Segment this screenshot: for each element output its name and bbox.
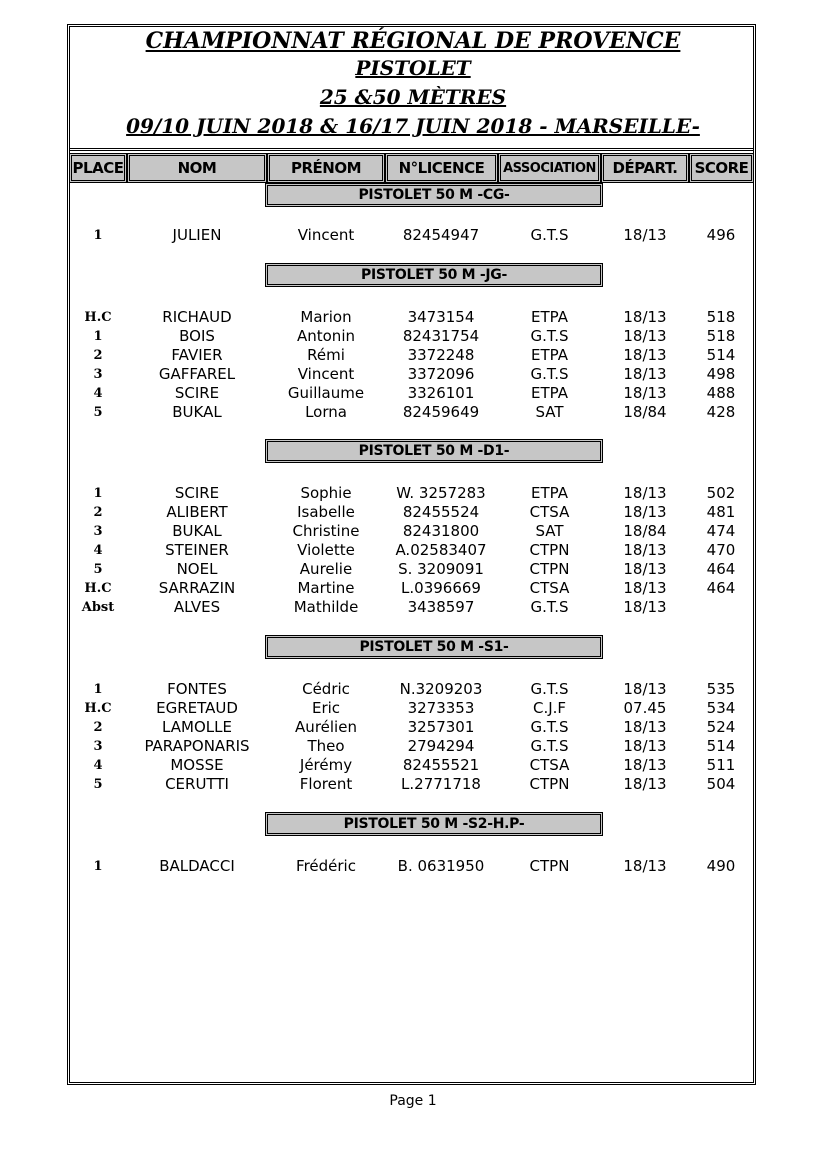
cell-score: 514: [706, 737, 736, 755]
cell-nom: NOEL: [176, 560, 218, 578]
cell-association: G.T.S: [530, 226, 569, 244]
cell-nom: FAVIER: [171, 346, 223, 364]
cell-licence: L.2771718: [401, 775, 481, 793]
cell-score: 496: [706, 226, 736, 244]
cell-nom: CERUTTI: [165, 775, 229, 793]
cell-prenom: Mathilde: [293, 598, 359, 616]
cell-licence: 3326101: [407, 384, 475, 402]
cell-nom: PARAPONARIS: [144, 737, 250, 755]
cell-score: 518: [706, 308, 736, 326]
cell-place: Abst: [81, 600, 115, 615]
cell-place: H.C: [84, 581, 112, 596]
cell-depart: 18/13: [623, 346, 667, 364]
table-row: [0, 541, 826, 560]
cell-nom: FONTES: [167, 680, 227, 698]
distance-title: 25 &50 MÈTRES: [319, 85, 507, 109]
cell-score: 518: [706, 327, 736, 345]
cell-prenom: Florent: [299, 775, 353, 793]
cell-score: 470: [706, 541, 736, 559]
cell-nom: BOIS: [179, 327, 215, 345]
cell-depart: 18/13: [623, 598, 667, 616]
cell-licence: 3473154: [407, 308, 475, 326]
cell-score: 498: [706, 365, 736, 383]
cell-licence: 3438597: [407, 598, 475, 616]
cell-association: SAT: [535, 522, 564, 540]
cell-nom: EGRETAUD: [156, 699, 238, 717]
cell-prenom: Cédric: [302, 680, 350, 698]
cell-place: 1: [93, 682, 103, 697]
cell-nom: BUKAL: [172, 403, 222, 421]
cell-depart: 18/13: [623, 226, 667, 244]
cell-licence: B. 0631950: [397, 857, 485, 875]
cell-association: CTSA: [529, 579, 570, 597]
cell-depart: 18/84: [623, 403, 667, 421]
cell-prenom: Vincent: [297, 365, 355, 383]
cell-place: 3: [93, 524, 103, 539]
table-row: [0, 403, 826, 422]
cell-place: 1: [93, 329, 103, 344]
cell-association: G.T.S: [530, 718, 569, 736]
cell-licence: 82459649: [402, 403, 480, 421]
cell-nom: ALIBERT: [166, 503, 228, 521]
cell-place: 4: [93, 386, 103, 401]
cell-licence: 3257301: [407, 718, 475, 736]
cell-place: 2: [93, 720, 103, 735]
cell-score: 502: [706, 484, 736, 502]
cell-depart: 18/13: [623, 718, 667, 736]
cell-depart: 18/13: [623, 680, 667, 698]
cell-nom: GAFFAREL: [158, 365, 236, 383]
cell-prenom: Frédéric: [296, 857, 356, 875]
cell-prenom: Aurelie: [299, 560, 353, 578]
cell-association: C.J.F: [532, 699, 567, 717]
cell-licence: 82431800: [402, 522, 480, 540]
cell-prenom: Antonin: [296, 327, 355, 345]
cell-depart: 07.45: [623, 699, 667, 717]
cell-score: 490: [706, 857, 736, 875]
cell-depart: 18/13: [623, 560, 667, 578]
cell-place: 1: [93, 228, 103, 243]
cell-place: H.C: [84, 310, 112, 325]
cell-score: 474: [706, 522, 736, 540]
cell-nom: ALVES: [173, 598, 221, 616]
cell-prenom: Jérémy: [299, 756, 353, 774]
cell-licence: 82454947: [402, 226, 480, 244]
table-row: [0, 598, 826, 617]
cell-depart: 18/13: [623, 484, 667, 502]
cell-score: 514: [706, 346, 736, 364]
cell-association: ETPA: [531, 484, 568, 502]
table-row: [0, 226, 826, 245]
cell-depart: 18/13: [623, 857, 667, 875]
cell-depart: 18/13: [623, 579, 667, 597]
cell-prenom: Marion: [300, 308, 352, 326]
cell-prenom: Martine: [297, 579, 355, 597]
cell-place: 2: [93, 348, 103, 363]
cell-score: 481: [706, 503, 736, 521]
cell-prenom: Vincent: [297, 226, 355, 244]
section-header: PISTOLET 50 M -S2-H.P-: [265, 812, 603, 836]
cell-nom: LAMOLLE: [162, 718, 232, 736]
discipline-title: PISTOLET: [355, 56, 471, 80]
cell-association: CTSA: [529, 756, 570, 774]
cell-association: CTPN: [529, 541, 570, 559]
cell-depart: 18/13: [623, 308, 667, 326]
cell-licence: 82431754: [402, 327, 480, 345]
cell-nom: MOSSE: [170, 756, 224, 774]
cell-licence: 3273353: [407, 699, 475, 717]
cell-prenom: Violette: [297, 541, 355, 559]
cell-score: 464: [706, 560, 736, 578]
table-row: [0, 579, 826, 598]
cell-score: 534: [706, 699, 736, 717]
cell-licence: S. 3209091: [398, 560, 484, 578]
cell-association: G.T.S: [530, 365, 569, 383]
table-row: [0, 365, 826, 384]
cell-depart: 18/13: [623, 737, 667, 755]
cell-prenom: Guillaume: [287, 384, 365, 402]
section-header: PISTOLET 50 M -CG-: [265, 183, 603, 207]
cell-depart: 18/13: [623, 327, 667, 345]
cell-licence: 3372248: [407, 346, 475, 364]
section-header: PISTOLET 50 M -D1-: [265, 439, 603, 463]
cell-place: H.C: [84, 701, 112, 716]
cell-nom: SCIRE: [174, 484, 220, 502]
cell-prenom: Theo: [307, 737, 345, 755]
table-row: [0, 699, 826, 718]
table-row: [0, 327, 826, 346]
cell-association: CTPN: [529, 857, 570, 875]
section-header: PISTOLET 50 M -JG-: [265, 263, 603, 287]
cell-score: 464: [706, 579, 736, 597]
table-row: [0, 857, 826, 876]
cell-licence: A.02583407: [395, 541, 487, 559]
cell-depart: 18/13: [623, 541, 667, 559]
table-row: [0, 737, 826, 756]
cell-place: 2: [93, 505, 103, 520]
cell-association: ETPA: [531, 346, 568, 364]
cell-nom: JULIEN: [172, 226, 222, 244]
cell-place: 3: [93, 367, 103, 382]
cell-prenom: Sophie: [300, 484, 352, 502]
cell-place: 3: [93, 739, 103, 754]
championship-title: CHAMPIONNAT RÉGIONAL DE PROVENCE: [145, 28, 681, 54]
cell-place: 1: [93, 859, 103, 874]
cell-prenom: Lorna: [305, 403, 347, 421]
cell-place: 4: [93, 758, 103, 773]
column-header-association: ASSOCIATION: [498, 153, 601, 183]
column-header-score: SCORE: [689, 153, 754, 183]
cell-place: 5: [93, 777, 103, 792]
cell-licence: 3372096: [407, 365, 475, 383]
column-header-depart: DÉPART.: [601, 153, 689, 183]
table-row: [0, 680, 826, 699]
cell-licence: 2794294: [407, 737, 475, 755]
table-row: [0, 522, 826, 541]
table-row: [0, 775, 826, 794]
cell-licence: 82455524: [402, 503, 480, 521]
cell-licence: W. 3257283: [396, 484, 486, 502]
cell-score: 428: [706, 403, 736, 421]
header-separator: [69, 148, 754, 151]
cell-association: ETPA: [531, 384, 568, 402]
cell-licence: 82455521: [402, 756, 480, 774]
section-header: PISTOLET 50 M -S1-: [265, 635, 603, 659]
cell-association: CTPN: [529, 775, 570, 793]
cell-prenom: Aurélien: [295, 718, 357, 736]
cell-nom: SCIRE: [174, 384, 220, 402]
cell-nom: BUKAL: [172, 522, 222, 540]
table-row: [0, 560, 826, 579]
column-header-nom: NOM: [127, 153, 267, 183]
column-header-licence: N°LICENCE: [385, 153, 498, 183]
cell-association: G.T.S: [530, 680, 569, 698]
page-number: Page 1: [389, 1093, 437, 1109]
cell-score: 535: [706, 680, 736, 698]
cell-place: 1: [93, 486, 103, 501]
cell-score: 488: [706, 384, 736, 402]
table-row: [0, 484, 826, 503]
cell-nom: STEINER: [165, 541, 229, 559]
cell-place: 5: [93, 562, 103, 577]
table-row: [0, 346, 826, 365]
cell-prenom: Christine: [292, 522, 360, 540]
cell-score: 504: [706, 775, 736, 793]
cell-depart: 18/13: [623, 775, 667, 793]
column-header-prenom: PRÉNOM: [267, 153, 385, 183]
cell-nom: SARRAZIN: [158, 579, 236, 597]
cell-association: G.T.S: [530, 327, 569, 345]
table-row: [0, 308, 826, 327]
table-row: [0, 384, 826, 403]
cell-association: G.T.S: [530, 598, 569, 616]
cell-nom: RICHAUD: [162, 308, 232, 326]
cell-depart: 18/13: [623, 756, 667, 774]
cell-licence: N.3209203: [399, 680, 483, 698]
table-row: [0, 756, 826, 775]
cell-prenom: Eric: [311, 699, 341, 717]
table-row: [0, 718, 826, 737]
cell-association: ETPA: [531, 308, 568, 326]
cell-depart: 18/13: [623, 503, 667, 521]
dates-location-title: 09/10 JUIN 2018 & 16/17 JUIN 2018 - MARSEILLE-: [126, 114, 700, 138]
cell-depart: 18/84: [623, 522, 667, 540]
cell-place: 4: [93, 543, 103, 558]
cell-prenom: Isabelle: [297, 503, 355, 521]
cell-score: 511: [706, 756, 736, 774]
table-row: [0, 503, 826, 522]
cell-place: 5: [93, 405, 103, 420]
column-header-place: PLACE: [69, 153, 127, 183]
cell-prenom: Rémi: [307, 346, 345, 364]
cell-association: G.T.S: [530, 737, 569, 755]
cell-licence: L.0396669: [401, 579, 481, 597]
cell-nom: BALDACCI: [159, 857, 235, 875]
cell-association: CTSA: [529, 503, 570, 521]
cell-association: CTPN: [529, 560, 570, 578]
cell-association: SAT: [535, 403, 564, 421]
cell-depart: 18/13: [623, 384, 667, 402]
cell-score: 524: [706, 718, 736, 736]
cell-depart: 18/13: [623, 365, 667, 383]
